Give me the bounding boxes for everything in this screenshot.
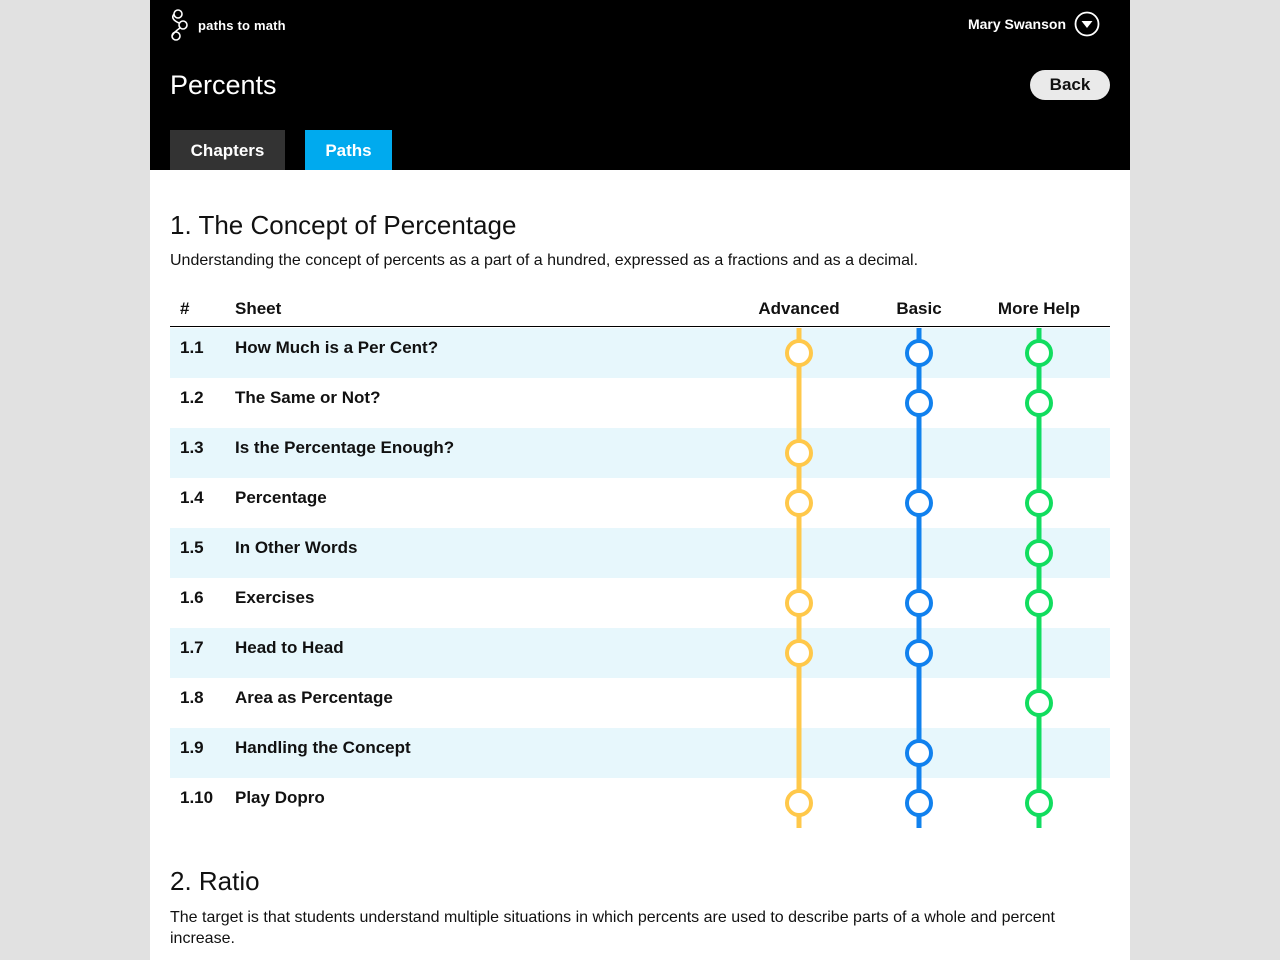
sheet-number: 1.3: [180, 438, 204, 457]
advanced-path-stop[interactable]: [787, 591, 811, 615]
advanced-path-stop[interactable]: [787, 341, 811, 365]
column-header-sheet: Sheet: [235, 299, 282, 318]
sheet-number: 1.8: [180, 688, 204, 707]
more-help-path-stop[interactable]: [1027, 691, 1051, 715]
section-description: The target is that students understand multiple situations in which percents are used to describe parts of a whole and percent increase.: [170, 909, 1055, 947]
sheet-name: In Other Words: [235, 538, 358, 557]
basic-path-stop[interactable]: [907, 341, 931, 365]
basic-path-stop[interactable]: [907, 791, 931, 815]
sheet-number: 1.5: [180, 538, 204, 557]
sheet-number: 1.7: [180, 638, 204, 657]
paths-logo-icon: [168, 8, 190, 42]
basic-path-stop[interactable]: [907, 741, 931, 765]
sheet-name: Handling the Concept: [235, 738, 411, 757]
advanced-path-stop[interactable]: [787, 441, 811, 465]
page-title: Percents: [170, 70, 277, 100]
sheet-name: Exercises: [235, 588, 315, 607]
table-header: # Sheet Advanced Basic More Help: [170, 295, 1110, 327]
user-name: Mary Swanson: [967, 16, 1066, 32]
more-help-path-stop[interactable]: [1027, 391, 1051, 415]
more-help-path-stop[interactable]: [1027, 491, 1051, 515]
sheet-number: 1.10: [180, 788, 214, 807]
sheet-name: Is the Percentage Enough?: [235, 438, 455, 457]
table-row[interactable]: [170, 428, 1110, 478]
header: [150, 0, 1130, 170]
section-description: Understanding the concept of percents as a part of a hundred, expressed as a fractions and as a decimal.: [170, 252, 919, 269]
user-menu[interactable]: [968, 11, 1100, 37]
table-row[interactable]: [170, 328, 1110, 378]
sheet-number: 1.2: [180, 388, 204, 407]
more-help-path-stop[interactable]: [1027, 591, 1051, 615]
basic-path-stop[interactable]: [907, 391, 931, 415]
paths-table: [170, 295, 1110, 835]
basic-path-stop[interactable]: [907, 641, 931, 665]
sheet-number: 1.4: [180, 488, 204, 507]
basic-path-stop[interactable]: [907, 591, 931, 615]
sheet-number: 1.6: [180, 588, 204, 607]
sheet-number: 1.9: [180, 738, 204, 757]
table-row[interactable]: [170, 728, 1110, 778]
sheet-name: Percentage: [235, 488, 327, 507]
advanced-path-stop[interactable]: [787, 791, 811, 815]
table-row[interactable]: [170, 578, 1110, 628]
sheet-name: Area as Percentage: [235, 688, 393, 707]
table-row[interactable]: [170, 478, 1110, 528]
tab-chapters[interactable]: Chapters: [170, 130, 285, 170]
section-title: 1. The Concept of Percentage: [170, 210, 517, 240]
app-brand-name: paths to math: [198, 17, 286, 33]
sheet-name: Head to Head: [235, 638, 344, 657]
back-button[interactable]: Back: [1030, 70, 1110, 100]
more-help-path-stop[interactable]: [1027, 541, 1051, 565]
more-help-path-stop[interactable]: [1027, 791, 1051, 815]
table-row[interactable]: [170, 778, 1110, 828]
table-row[interactable]: [170, 378, 1110, 428]
column-header-number: #: [180, 299, 190, 318]
table-row[interactable]: [170, 528, 1110, 578]
sheet-name: How Much is a Per Cent?: [235, 338, 439, 357]
app-logo[interactable]: [168, 8, 286, 42]
page: [150, 0, 1130, 960]
more-help-path-stop[interactable]: [1027, 341, 1051, 365]
section-title: 2. Ratio: [170, 866, 260, 896]
chevron-down-circle-icon[interactable]: [1074, 11, 1100, 37]
sheet-name: Play Dopro: [235, 788, 325, 807]
sheet-number: 1.1: [180, 338, 204, 357]
advanced-path-stop[interactable]: [787, 491, 811, 515]
sheet-name: The Same or Not?: [235, 388, 381, 407]
table-row[interactable]: [170, 678, 1110, 728]
table-row[interactable]: [170, 628, 1110, 678]
advanced-path-stop[interactable]: [787, 641, 811, 665]
basic-path-stop[interactable]: [907, 491, 931, 515]
tab-paths[interactable]: Paths: [305, 130, 392, 170]
